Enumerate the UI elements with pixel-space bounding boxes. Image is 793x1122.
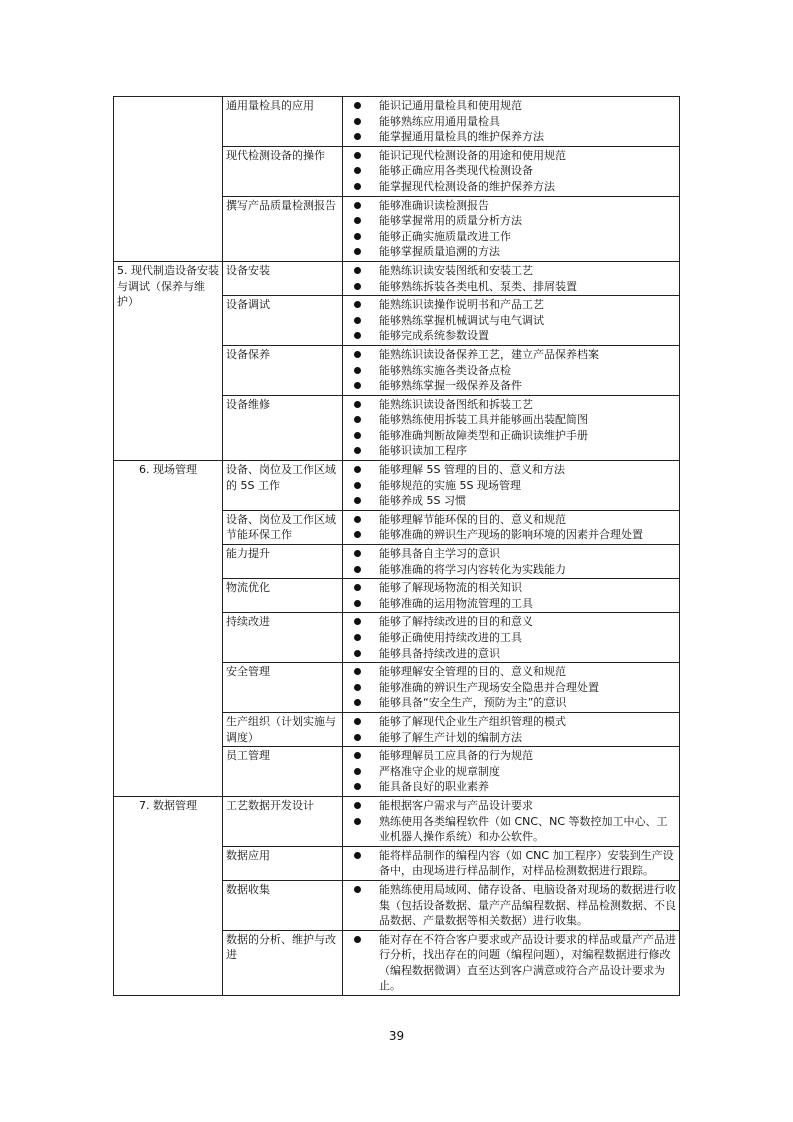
curriculum-table-body [114,97,680,996]
section-title-cell: 6. 现场管理 [114,461,223,797]
requirement-item: 能具备良好的职业素养 [346,779,676,795]
section-title-cell: 7. 数据管理 [114,796,223,995]
requirements-cell [343,930,680,995]
requirement-list [346,580,676,611]
requirement-item: 能够正确使用持续改进的工具 [346,630,676,646]
requirement-item: 能对存在不符合客户要求或产品设计要求的样品或量产产品进行分析，找出存在的问题（编程问题），对编程数据进行修改（编程数据微调）直至达到客户满意或符合产品设计要求为止。 [346,932,676,994]
table-row [114,261,680,295]
requirement-item: 能够准确的运用物流管理的工具 [346,596,676,612]
requirement-list [346,798,676,845]
requirement-item: 能识记现代检测设备的用途和使用规范 [346,148,676,164]
requirement-item: 能够完成系统参数设置 [346,328,676,344]
requirement-item: 能够识读加工程序 [346,443,676,459]
topic-cell: 工艺数据开发设计 [223,796,343,846]
requirement-item: 能熟练识读安装图纸和安装工艺 [346,263,676,279]
requirement-item: 能够熟练掌握一级保养及备件 [346,378,676,394]
requirement-item: 能够熟练掌握机械调试与电气调试 [346,313,676,329]
topic-cell: 撰写产品质量检测报告 [223,196,343,261]
topic-cell: 持续改进 [223,613,343,663]
requirement-item: 能熟练识读设备保养工艺，建立产品保养档案 [346,347,676,363]
requirement-item: 能识记通用量检具和使用规范 [346,98,676,114]
page-number: 39 [388,1029,405,1043]
requirement-item: 能够掌握常用的质量分析方法 [346,213,676,229]
requirement-item: 能够具备持续改进的意识 [346,646,676,662]
topic-cell: 能力提升 [223,545,343,579]
requirement-item: 能掌握现代检测设备的维护保养方法 [346,179,676,195]
requirement-item: 能够掌握质量追溯的方法 [346,244,676,260]
topic-cell: 生产组织（计划实施与调度） [223,712,343,746]
requirements-cell [343,846,680,880]
requirement-list [346,848,676,879]
requirement-list [346,347,676,394]
requirement-list [346,664,676,711]
requirements-cell [343,663,680,713]
topic-cell: 员工管理 [223,747,343,797]
table-row [114,461,680,511]
requirement-item: 能够正确实施质量改进工作 [346,229,676,245]
topic-cell: 设备维修 [223,395,343,460]
requirement-list [346,148,676,195]
requirement-item: 熟练使用各类编程软件（如 CNC、NC 等数控加工中心、工业机器人操作系统）和办公软件。 [346,814,676,845]
requirement-item: 能够理解节能环保的目的、意义和规范 [346,512,676,528]
requirement-item: 能够熟练实施各类设备点检 [346,363,676,379]
requirement-item: 能够了解现场物流的相关知识 [346,580,676,596]
topic-cell: 数据收集 [223,880,343,930]
requirement-item: 能够了解现代企业生产组织管理的模式 [346,714,676,730]
requirement-item: 能熟练使用局域网、储存设备、电脑设备对现场的数据进行收集（包括设备数据、量产产品编程数据、样品检测数据、不良品数据、产量数据等相关数据）进行收集。 [346,882,676,929]
topic-cell: 设备保养 [223,345,343,395]
topic-cell: 数据应用 [223,846,343,880]
requirement-list [346,714,676,745]
requirement-item: 能掌握通用量检具的维护保养方法 [346,129,676,145]
requirements-cell [343,296,680,346]
requirement-item: 能根据客户需求与产品设计要求 [346,798,676,814]
curriculum-table [113,96,680,996]
requirement-list [346,882,676,929]
requirements-cell [343,146,680,196]
requirements-cell [343,345,680,395]
requirement-item: 能够熟练应用通用量检具 [346,114,676,130]
section-title-cell: 5. 现代制造设备安装与调试（保养与维护） [114,261,223,460]
requirement-item: 能够准确识读检测报告 [346,198,676,214]
table-row [114,796,680,846]
requirement-item: 能够养成 5S 习惯 [346,493,676,509]
requirement-item: 严格准守企业的规章制度 [346,764,676,780]
requirement-list [346,98,676,145]
requirement-item: 能够具备自主学习的意识 [346,546,676,562]
requirement-list [346,748,676,795]
requirement-item: 能够理解安全管理的目的、意义和规范 [346,664,676,680]
topic-cell: 安全管理 [223,663,343,713]
requirement-item: 能够了解生产计划的编制方法 [346,730,676,746]
requirement-list [346,397,676,459]
requirement-list [346,512,676,543]
requirement-item: 能熟练识读操作说明书和产品工艺 [346,297,676,313]
topic-cell: 设备调试 [223,296,343,346]
requirement-item: 能够具备“安全生产，预防为主”的意识 [346,695,676,711]
topic-cell: 设备安装 [223,261,343,295]
requirements-cell [343,880,680,930]
requirement-item: 能熟练识读设备图纸和拆装工艺 [346,397,676,413]
topic-cell: 设备、岗位及工作区域节能环保工作 [223,510,343,544]
requirement-list [346,546,676,577]
requirement-item: 能够准确的辨识生产现场的影响环境的因素并合理处置 [346,527,676,543]
requirement-item: 能够熟练拆装各类电机、泵类、排屑装置 [346,279,676,295]
requirement-list [346,614,676,661]
requirements-cell [343,613,680,663]
topic-cell: 通用量检具的应用 [223,97,343,147]
requirements-cell [343,196,680,261]
table-row [114,97,680,147]
requirements-cell [343,712,680,746]
requirements-cell [343,395,680,460]
requirements-cell [343,747,680,797]
requirement-list [346,198,676,260]
requirement-item: 能够准确的辨识生产现场安全隐患并合理处置 [346,680,676,696]
requirements-cell [343,579,680,613]
requirements-cell [343,261,680,295]
requirements-cell [343,510,680,544]
topic-cell: 现代检测设备的操作 [223,146,343,196]
requirements-cell [343,545,680,579]
requirement-item: 能够理解 5S 管理的目的、意义和方法 [346,462,676,478]
requirement-item: 能够理解员工应具备的行为规范 [346,748,676,764]
requirement-item: 能够了解持续改进的目的和意义 [346,614,676,630]
requirements-cell [343,97,680,147]
topic-cell: 数据的分析、维护与改进 [223,930,343,995]
requirements-cell [343,796,680,846]
requirement-item: 能够规范的实施 5S 现场管理 [346,478,676,494]
requirement-list [346,297,676,344]
requirement-list [346,263,676,294]
requirements-cell [343,461,680,511]
section-title-cell [114,97,223,262]
requirement-item: 能够准确判断故障类型和正确识读维护手册 [346,428,676,444]
requirement-item: 能将样品制作的编程内容（如 CNC 加工程序）安装到生产设备中，由现场进行样品制作，对样品检测数据进行跟踪。 [346,848,676,879]
requirement-list [346,932,676,994]
topic-cell: 设备、岗位及工作区域的 5S 工作 [223,461,343,511]
requirement-item: 能够准确的将学习内容转化为实践能力 [346,562,676,578]
topic-cell: 物流优化 [223,579,343,613]
requirement-item: 能够正确应用各类现代检测设备 [346,163,676,179]
requirement-list [346,462,676,509]
requirement-item: 能够熟练使用拆装工具并能够画出装配简图 [346,412,676,428]
